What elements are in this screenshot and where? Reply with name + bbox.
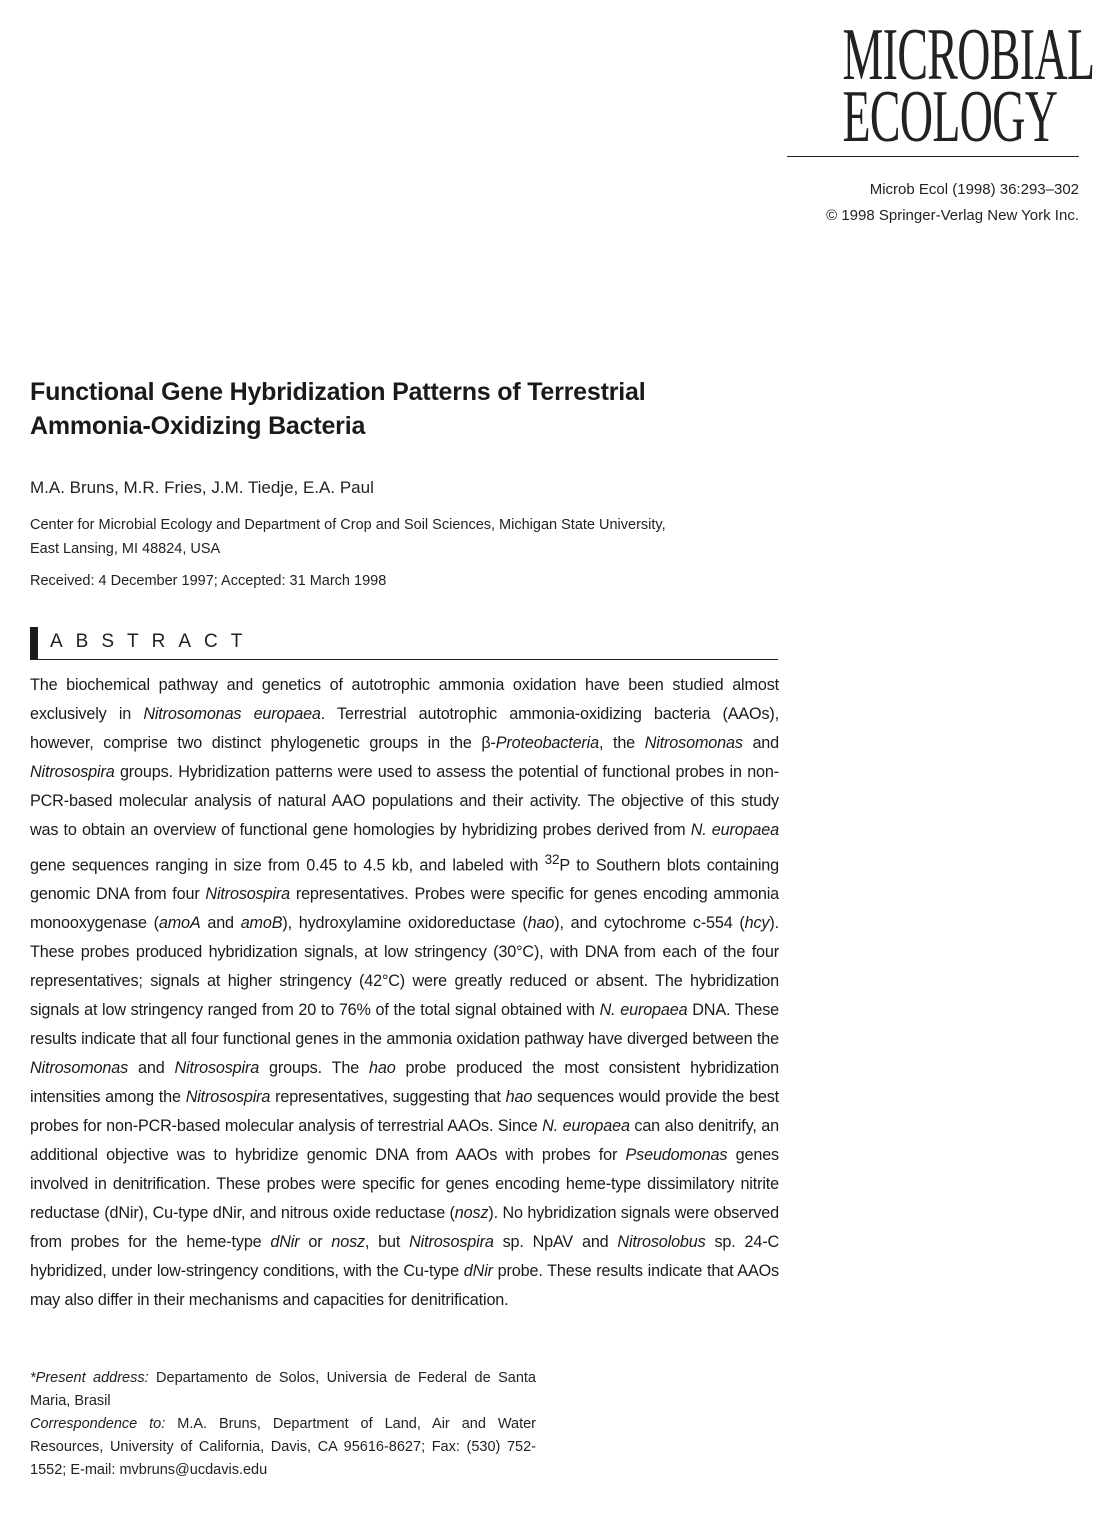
abstract-heading-label: ABSTRACT: [50, 631, 256, 652]
present-address-text: Departamento de Solos, Universia de Federal de Santa Maria, Brasil: [30, 1370, 536, 1409]
correspondence-text: M.A. Bruns, Department of Land, Air and Water Resources, University of California, Davis, CA 95616-8627; Fax: (530) 752-1552; E-mail: mvbruns@ucdavis.edu: [30, 1416, 536, 1478]
journal-citation: Microb Ecol (1998) 36:293–302: [869, 181, 1079, 198]
abstract-italic-term: Nitrosospira: [185, 1088, 271, 1107]
abstract-text-run: , but: [364, 1233, 410, 1252]
abstract-italic-term: Nitrosospira: [409, 1233, 494, 1252]
abstract-italic-term: N. europaea: [690, 821, 779, 839]
abstract-text-run: groups. The: [259, 1059, 369, 1078]
abstract-text-run: sp. NpAV and: [493, 1233, 618, 1252]
abstract-text-run: P to Southern blots containing genomic DNA from four: [30, 856, 779, 904]
abstract-superscript: 32: [544, 852, 560, 867]
abstract-text-run: or: [299, 1233, 332, 1252]
abstract-heading-bar: [30, 627, 38, 659]
title-line2: Ammonia-Oxidizing Bacteria: [30, 412, 366, 440]
journal-name-line1: MICROBIAL: [842, 14, 1095, 96]
abstract-text-run: ). No hybridization signals were observed from probes for the heme-type: [30, 1204, 779, 1252]
authors: M.A. Bruns, M.R. Fries, J.M. Tiedje, E.A. Paul: [30, 478, 374, 497]
abstract-italic-term: nosz: [454, 1204, 489, 1223]
abstract-italic-term: dNir: [270, 1233, 300, 1252]
affiliation-line2: East Lansing, MI 48824, USA: [30, 541, 221, 557]
abstract-text-run: probe. These results indicate that AAOs may also differ in their mechanisms and capacities for denitrification.: [30, 1262, 779, 1310]
abstract-italic-term: Nitrosomonas europaea: [143, 705, 321, 723]
abstract-text-run: ). These probes produced hybridization signals, at low stringency (30°C), with DNA from each of the four representatives; signals at higher stringency (42°C) were greatly reduced or absent. The hybridization signals at low stringency ranged from 20 to 76% of the total signal obtained with: [30, 914, 779, 1020]
abstract-text-run: . Terrestrial autotrophic ammonia-oxidizing bacteria (AAOs), however, comprise two distinct phylogenetic groups in the β-: [30, 705, 779, 752]
present-address-note: [30, 1367, 536, 1413]
abstract-italic-term: N. europaea: [542, 1117, 630, 1136]
abstract-text-run: sp. 24-C hybridized, under low-stringency conditions, with the Cu-type: [30, 1233, 779, 1281]
abstract-heading: [30, 627, 778, 660]
abstract-italic-term: N. europaea: [599, 1001, 688, 1020]
abstract-text-run: and: [742, 734, 780, 752]
abstract-italic-term: hcy: [744, 914, 770, 933]
abstract-italic-term: hao: [505, 1088, 533, 1107]
abstract-text-run: ), hydroxylamine oxidoreductase (: [282, 914, 528, 933]
abstract-italic-term: Nitrosospira: [174, 1059, 260, 1078]
abstract-text-run: gene sequences ranging in size from 0.45 to 4.5 kb, and labeled with: [30, 856, 545, 875]
abstract-text-run: genes involved in denitrification. These probes were specific for genes encoding heme-type dissimilatory nitrite reductase (dNir), Cu-type dNir, and nitrous oxide reductase (: [30, 1146, 780, 1223]
abstract-italic-term: Nitrosolobus: [617, 1233, 706, 1252]
abstract-text-run: The biochemical pathway and genetics of autotrophic ammonia oxidation have been studied almost exclusively in: [30, 676, 779, 723]
abstract-text-run: probe produced the most consistent hybridization intensities among the: [30, 1059, 779, 1107]
abstract-text: [30, 671, 779, 1315]
received-accepted-dates: Received: 4 December 1997; Accepted: 31 March 1998: [30, 573, 387, 589]
abstract-italic-term: amoB: [240, 914, 283, 933]
abstract-italic-term: dNir: [463, 1262, 493, 1281]
abstract-italic-term: amoA: [158, 914, 201, 933]
abstract-text-run: can also denitrify, an additional objective was to hybridize genomic DNA from AAOs with probes for: [30, 1117, 779, 1165]
abstract-text-run: DNA. These results indicate that all four functional genes in the ammonia oxidation pathway have diverged between the: [30, 1001, 780, 1049]
abstract-text-run: representatives, suggesting that: [270, 1088, 506, 1107]
abstract-italic-term: Proteobacteria: [495, 734, 599, 752]
correspondence-label: Correspondence to:: [30, 1416, 166, 1432]
abstract-italic-term: nosz: [331, 1233, 365, 1252]
abstract-italic-term: Nitrosospira: [205, 885, 290, 904]
abstract-text-run: and: [128, 1059, 175, 1078]
journal-name-line2: ECOLOGY: [842, 76, 1058, 158]
abstract-italic-term: hao: [369, 1059, 396, 1078]
abstract-text-run: ), and cytochrome c-554 (: [554, 914, 745, 933]
affiliation: [30, 513, 760, 561]
correspondence-note: [30, 1413, 536, 1482]
abstract-italic-term: Nitrosomonas: [30, 1059, 129, 1078]
abstract-text-run: , the: [598, 734, 645, 752]
footnotes: [30, 1367, 536, 1482]
copyright: © 1998 Springer-Verlag New York Inc.: [826, 207, 1079, 224]
abstract-italic-term: hao: [527, 914, 555, 933]
title-line1: Functional Gene Hybridization Patterns of Terrestrial: [30, 378, 646, 406]
abstract-text-run: sequences would provide the best probes for non-PCR-based molecular analysis of terrestrial AAOs. Since: [30, 1088, 779, 1136]
abstract-italic-term: Nitrosomonas: [644, 734, 743, 752]
abstract-text-run: and: [200, 914, 241, 933]
present-address-label: *Present address:: [30, 1370, 149, 1386]
abstract-text-run: groups. Hybridization patterns were used to assess the potential of functional probes in non-PCR-based molecular analysis of natural AAO populations and their activity. The objective of this study was to obtain an overview of functional gene homologies by hybridizing probes derived from: [30, 763, 779, 839]
journal-logo: [787, 14, 1095, 158]
citation-block: [826, 177, 1079, 229]
abstract-text-run: representatives. Probes were specific for genes encoding ammonia monooxygenase (: [30, 885, 779, 933]
abstract-italic-term: Nitrosospira: [30, 763, 115, 781]
article-title: [30, 375, 750, 443]
affiliation-line1: Center for Microbial Ecology and Department of Crop and Soil Sciences, Michigan State University,: [30, 517, 666, 533]
abstract-italic-term: Pseudomonas: [625, 1146, 728, 1165]
